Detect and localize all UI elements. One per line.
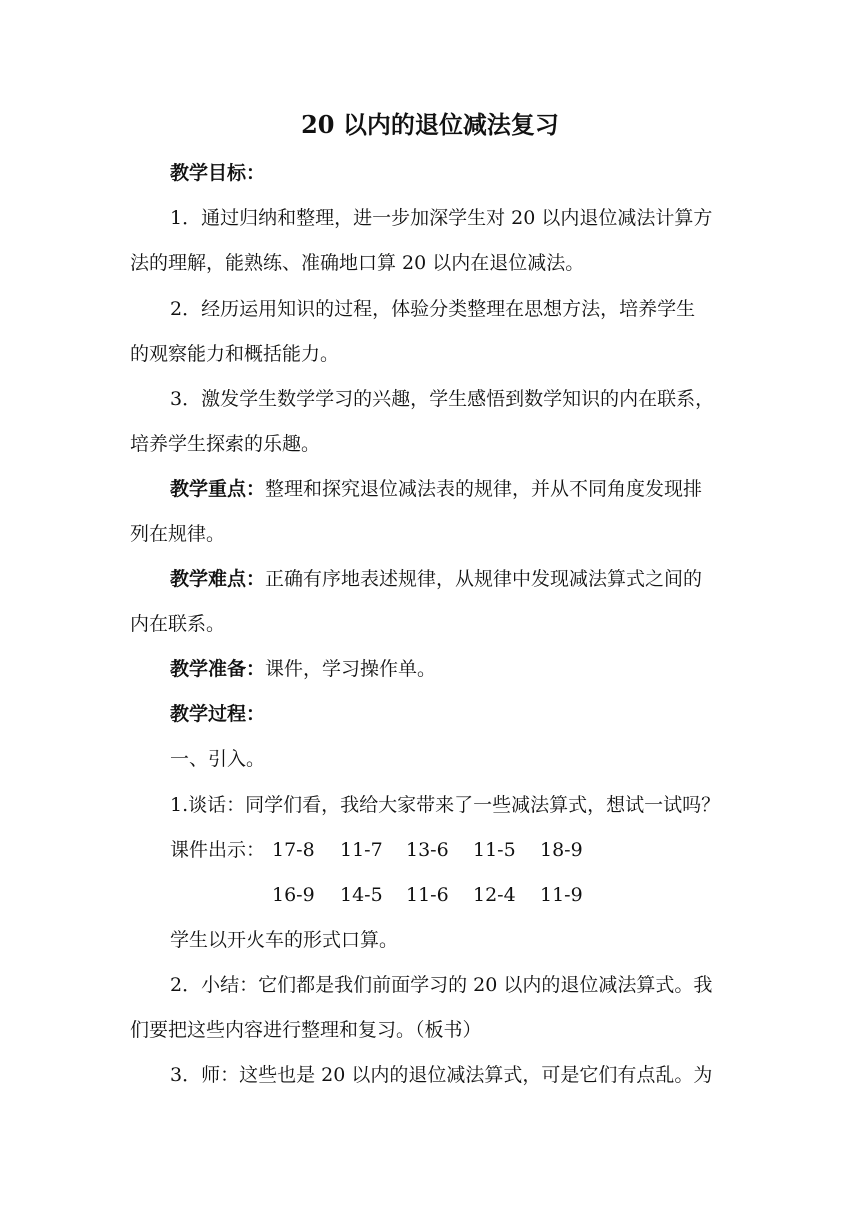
preparation-text: 课件，学习操作单。 xyxy=(265,658,437,680)
key-points-label: 教学重点： xyxy=(170,478,266,500)
expression-item: 16-9 xyxy=(272,884,315,906)
objectives-heading: 教学目标： xyxy=(170,162,266,184)
expression-item: 12-4 xyxy=(473,884,516,906)
courseware-label: 课件出示： xyxy=(170,839,266,861)
objective-2-line-1: 2．经历运用知识的过程，体验分类整理在思想方法，培养学生 xyxy=(170,298,696,320)
key-points-text: 整理和探究退位减法表的规律，并从不同角度发现排 xyxy=(265,478,703,500)
section-introduction: 一、引入。 xyxy=(170,748,266,770)
expression-item: 17-8 xyxy=(272,839,315,861)
difficulty-line-2: 内在联系。 xyxy=(130,613,226,635)
expression-item: 11-5 xyxy=(473,839,516,861)
preparation-line xyxy=(170,654,436,684)
key-points-line-2: 列在规律。 xyxy=(130,523,226,545)
expression-item: 13-6 xyxy=(406,839,449,861)
teacher-line-1: 3．师：这些也是 20 以内的退位减法算式，可是它们有点乱。为 xyxy=(170,1064,713,1086)
train-line: 学生以开火车的形式口算。 xyxy=(170,929,399,951)
summary-line-1: 2．小结：它们都是我们前面学习的 20 以内的退位减法算式。我 xyxy=(170,974,713,996)
preparation-label: 教学准备： xyxy=(170,658,266,680)
expression-item: 18-9 xyxy=(540,839,583,861)
objective-1-line-2: 法的理解，能熟练、准确地口算 20 以内在退位减法。 xyxy=(130,252,585,274)
talk-line: 1.谈话：同学们看，我给大家带来了一些减法算式，想试一试吗？ xyxy=(170,794,721,816)
expression-item: 11-9 xyxy=(540,884,583,906)
process-heading: 教学过程： xyxy=(170,703,266,725)
document-title: 20 以内的退位减法复习 xyxy=(301,110,559,139)
objective-3-line-2: 培养学生探索的乐趣。 xyxy=(130,433,321,455)
difficulty-line-1 xyxy=(170,564,702,594)
objective-1-line-1: 1．通过归纳和整理，进一步加深学生对 20 以内退位减法计算方 xyxy=(170,207,713,229)
difficulty-text: 正确有序地表述规律，从规律中发现减法算式之间的 xyxy=(265,568,703,590)
objective-2-line-2: 的观察能力和概括能力。 xyxy=(130,343,340,365)
expression-item: 11-7 xyxy=(340,839,383,861)
summary-line-2: 们要把这些内容进行整理和复习。（板书） xyxy=(130,1019,482,1041)
key-points-line-1 xyxy=(170,474,702,504)
objective-3-line-1: 3．激发学生数学学习的兴趣，学生感悟到数学知识的内在联系， xyxy=(170,388,715,410)
difficulty-label: 教学难点： xyxy=(170,568,266,590)
expression-item: 14-5 xyxy=(340,884,383,906)
expression-item: 11-6 xyxy=(406,884,449,906)
